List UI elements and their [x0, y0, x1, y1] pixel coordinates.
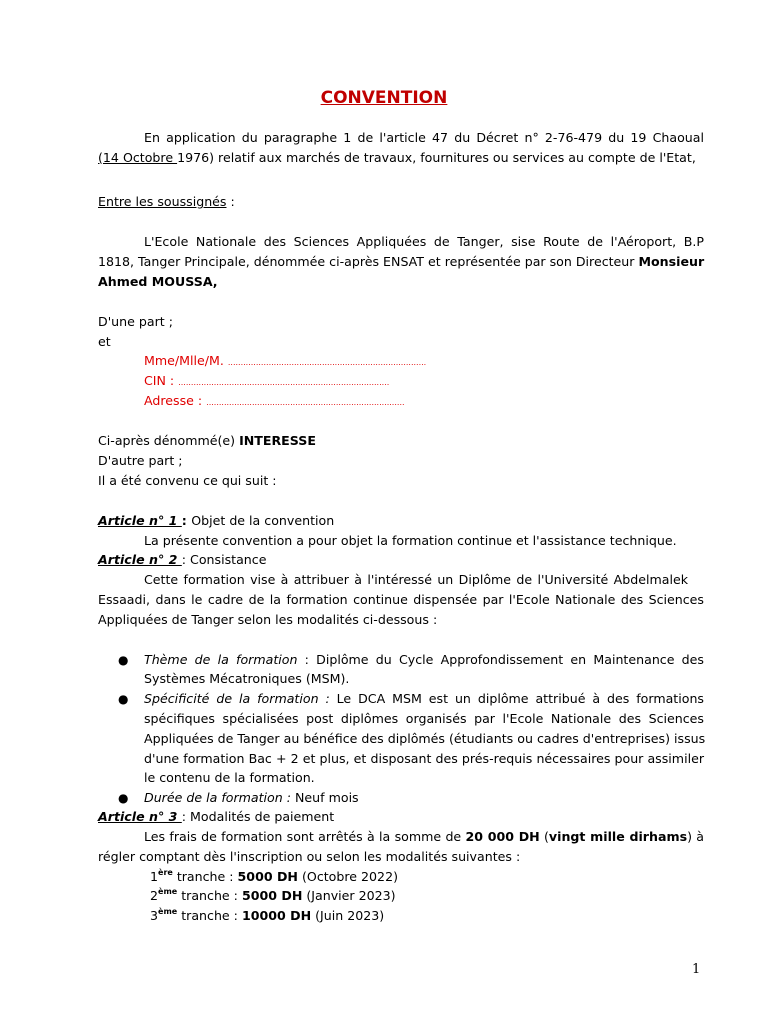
bullet-specificite-line: spécifiques spécialisées post diplômes organisés par l'Ecole Nationale des Sciences: [144, 711, 704, 726]
article-2-heading: Article n° 2 : Consistance: [98, 552, 267, 567]
total-amount: 20 000 DH: [465, 829, 540, 844]
bullet-icon: ●: [118, 791, 129, 805]
bullet-icon: ●: [118, 692, 129, 706]
cin-dots: ...................................................................................: [178, 378, 390, 387]
intro-paragraph-line: En application du paragraphe 1 de l'article 47 du Décret n° 2-76-479 du 19 Chaoual: [144, 130, 704, 145]
ensat-paragraph-line: 1818, Tanger Principale, dénommée ci-après ENSAT et représentée par son Directeur Monsieur: [98, 254, 705, 269]
duree-label: Durée de la formation :: [144, 790, 291, 805]
mme-label: Mme/Mlle/M.: [144, 353, 224, 368]
tranche-3-amount: 10000 DH: [241, 908, 312, 923]
convenu-line: Il a été convenu ce qui suit :: [98, 473, 277, 488]
tranche-1: 1ère tranche : 5000 DH (Octobre 2022): [150, 868, 398, 884]
tranche-2-amount: 5000 DH: [241, 888, 303, 903]
cin-label: CIN :: [144, 373, 179, 388]
adresse-field[interactable]: [144, 391, 464, 413]
cin-field[interactable]: [144, 371, 464, 393]
bullet-duree-line: Durée de la formation : Neuf mois: [144, 790, 359, 805]
ci-apres-line: Ci-après dénommé(e) INTERESSE: [98, 433, 316, 448]
bullet-specificite-line: Spécificité de la formation : Le DCA MSM est un diplôme attribué à des formations: [144, 691, 704, 706]
tranche-3: 3ème tranche : 10000 DH (Juin 2023): [150, 907, 385, 923]
director-name: Ahmed MOUSSA,: [98, 274, 218, 289]
theme-label: Thème de la formation: [144, 652, 298, 667]
bullet-specificite-line: Appliquées de Tanger au bénéfice des diplômés (étudiants ou cadres d'entreprises) issus: [144, 731, 706, 746]
adresse-label: Adresse :: [144, 393, 207, 408]
specificite-label: Spécificité de la formation :: [144, 691, 330, 706]
tranche-2: 2ème tranche : 5000 DH (Janvier 2023): [150, 887, 396, 903]
amount-in-words: vingt mille dirhams: [548, 829, 688, 844]
adresse-dots: ..............................................................................: [206, 398, 405, 407]
article-2-line: Essaadi, dans le cadre de la formation continue dispensée par l'Ecole Nationale des Sciences: [98, 592, 704, 607]
et-text: et: [98, 334, 111, 349]
article-3-heading: Article n° 3 : Modalités de paiement: [98, 809, 335, 824]
article-2-line: Cette formation vise à attribuer à l'intéressé un Diplôme de l'Université Abdelmalek: [144, 572, 688, 587]
autre-part: D'autre part ;: [98, 453, 183, 468]
ensat-paragraph-line: L'Ecole Nationale des Sciences Appliquées de Tanger, sise Route de l'Aéroport, B.P: [144, 234, 704, 249]
article-2-line: Appliquées de Tanger selon les modalités ci-dessous :: [98, 612, 438, 627]
bullet-specificite-line: le contenu de la formation.: [144, 770, 315, 785]
document-title: CONVENTION: [320, 88, 448, 108]
bullet-specificite-line: d'une formation Bac + 2 et plus, et disposant des prés-requis nécessaires pour assimiler: [144, 751, 704, 766]
interesse-label: INTERESSE: [239, 433, 316, 448]
parties-heading: Entre les soussignés :: [98, 194, 235, 209]
page-number: 1: [692, 962, 701, 977]
bullet-theme-line: Systèmes Mécatroniques (MSM).: [144, 671, 350, 686]
article-3-line: Les frais de formation sont arrêtés à la somme de 20 000 DH (vingt mille dirhams) à: [144, 829, 705, 844]
une-part: D'une part ;: [98, 314, 173, 329]
mme-dots: ..............................................................................: [227, 358, 427, 367]
article-1-text: La présente convention a pour objet la formation continue et l'assistance technique.: [144, 533, 677, 548]
intro-paragraph-line: (14 Octobre 1976) relatif aux marchés de travaux, fournitures ou services au compte de l'Etat,: [98, 150, 696, 165]
bullet-theme-line: Thème de la formation : Diplôme du Cycle Approfondissement en Maintenance des: [144, 652, 704, 667]
article-3-line: régler comptant dès l'inscription ou selon les modalités suivantes :: [98, 849, 521, 864]
tranche-1-amount: 5000 DH: [237, 869, 298, 884]
bullet-icon: ●: [118, 653, 129, 667]
article-1-heading: Article n° 1 : Objet de la convention: [98, 513, 335, 528]
mme-field[interactable]: [144, 351, 464, 373]
director-title: Monsieur: [638, 254, 705, 269]
intro-date: (14 Octobre: [98, 150, 178, 165]
